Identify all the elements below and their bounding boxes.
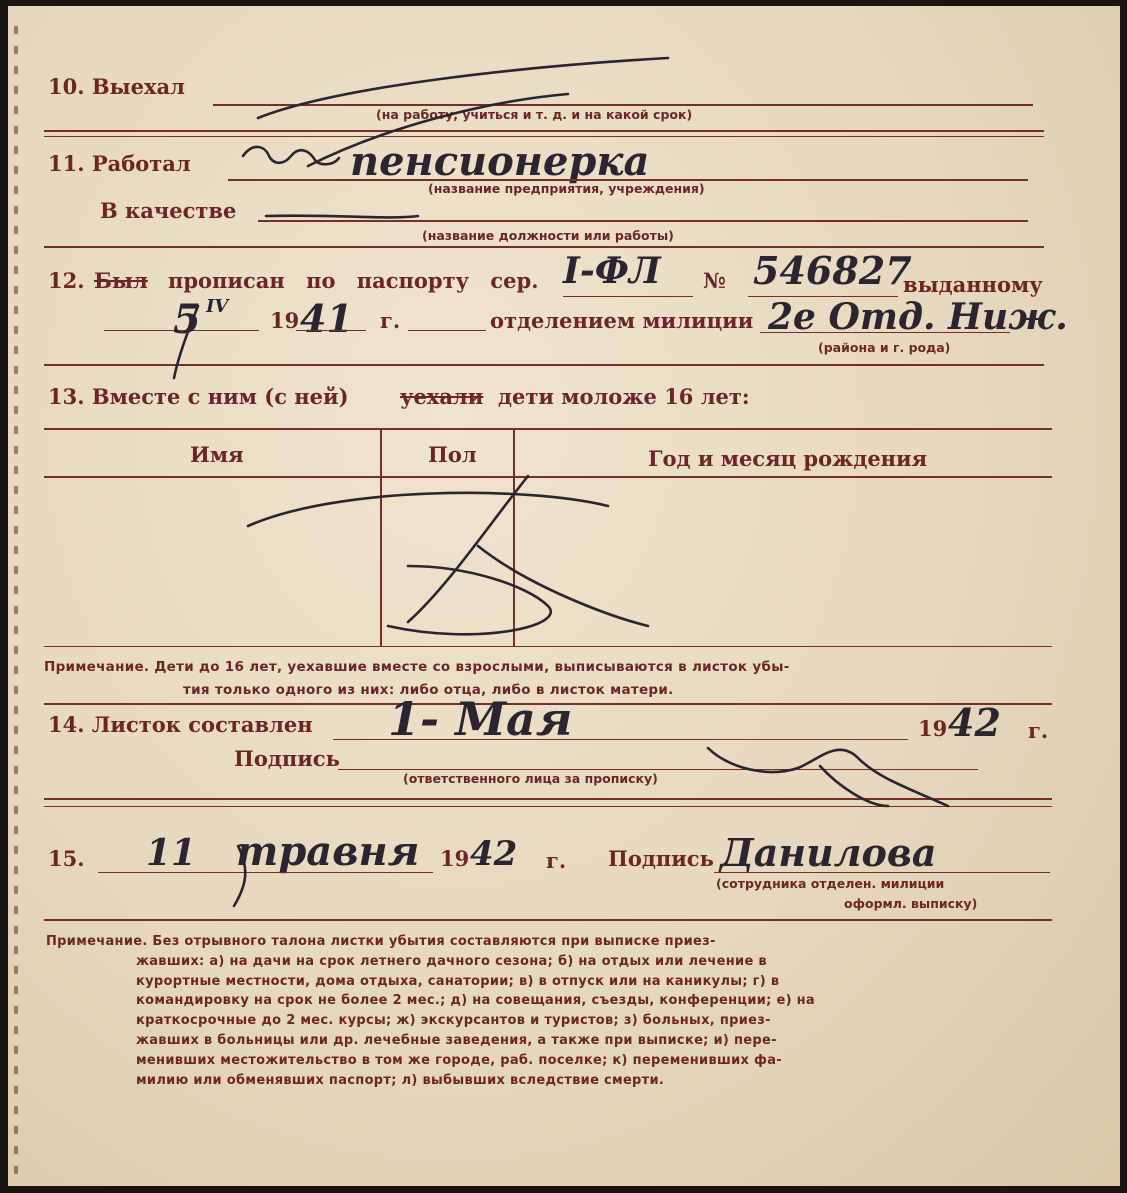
document-sheet xyxy=(8,6,1120,1186)
number-sign: № xyxy=(703,268,726,293)
field-15-month-value: травня xyxy=(236,828,420,875)
field-14-caption: (ответственного лица за прописку) xyxy=(403,771,658,786)
field-12-caption: (района и г. рода) xyxy=(818,340,951,355)
date-flourish xyxy=(174,306,198,378)
field-12-struck-prefix: Был xyxy=(94,268,148,293)
passport-series-value: I-ФЛ xyxy=(563,250,661,292)
militia-value: 2е Отд. Ниж. xyxy=(768,296,1068,338)
field-11-capacity-label: В качестве xyxy=(100,198,237,223)
field-12-number: 12. xyxy=(48,268,85,293)
table-cross-scrawl xyxy=(408,476,528,622)
field-13-lead: 13. Вместе с ним (с ней) xyxy=(48,384,349,409)
table-cross-scrawl xyxy=(478,546,648,626)
field-14-sign-label: Подпись xyxy=(234,746,340,771)
field-11-handwritten-value: пенсионерка xyxy=(350,138,650,185)
note-2-line: курортные местности, дома отдыха, санатории; в) в отпуск или на каникулы; г) в xyxy=(136,973,780,989)
issued-label: выданному xyxy=(903,272,1043,297)
strike-through-stroke xyxy=(266,216,418,218)
note-2-line: командировку на срок не более 2 мес.; д) на совещания, съезды, конференции; е) на xyxy=(136,993,816,1009)
note-1-line-2: тия только одного из них: либо отца, либо в листок матери. xyxy=(183,682,674,698)
field-11-label: 11. Работал xyxy=(48,151,191,176)
field-10-label: 10. Выехал xyxy=(48,74,185,99)
year-suffix: г. xyxy=(380,308,401,333)
passport-number-value: 546827 xyxy=(753,248,912,293)
field-13-rest: дети моложе 16 лет: xyxy=(498,384,750,409)
note-2-line: жавших: а) на дачи на срок летнего дачного сезона; б) на отдых или лечение в xyxy=(136,953,767,969)
field-14-year-value: 42 xyxy=(948,700,1001,745)
field-11-caption-1: (название предприятия, учреждения) xyxy=(428,181,705,196)
column-header-name: Имя xyxy=(190,442,244,467)
column-header-birth: Год и месяц рождения xyxy=(648,446,928,471)
column-header-sex: Пол xyxy=(428,442,477,467)
field-14-year-prefix: 19 xyxy=(918,716,948,741)
field-15-sign-label: Подпись xyxy=(608,846,714,871)
month-flourish xyxy=(234,846,245,906)
field-15-year-prefix: 19 xyxy=(440,846,470,871)
strike-through-stroke xyxy=(258,58,668,118)
field-12-text: прописан по паспорту сер. xyxy=(168,268,539,293)
strike-through-stroke xyxy=(308,94,568,166)
field-11-prefix-scrawl xyxy=(243,147,339,164)
militia-label: отделением милиции xyxy=(490,308,754,333)
issue-month-value: IV xyxy=(206,296,229,317)
issue-day-value: 5 xyxy=(173,296,201,343)
field-15-day-value: 11 xyxy=(146,832,197,874)
field-15-year-value: 42 xyxy=(470,834,518,874)
issue-year-value: 41 xyxy=(300,296,353,341)
note-2-line: милию или обменявших паспорт; л) выбывших вследствие смерти. xyxy=(136,1072,665,1088)
note-2-line: Примечание. Без отрывного талона листки убытия составляются при выписке приез- xyxy=(46,934,716,949)
field-15-caption-2: оформл. выписку) xyxy=(844,896,978,911)
note-2-line: менивших местожительство в том же городе, раб. поселке; к) переменивших фа- xyxy=(136,1052,782,1068)
field-15-label: 15. xyxy=(48,846,85,871)
field-14-year-suffix: г. xyxy=(1028,718,1049,743)
field-11-caption-2: (название должности или работы) xyxy=(422,228,674,243)
note-2-line: жавших в больницы или др. лечебные заведения, а также при выписке; и) пере- xyxy=(136,1032,777,1048)
signature-flourish xyxy=(708,748,948,806)
field-14-date-value: 1- Мая xyxy=(388,692,573,746)
year-prefix: 19 xyxy=(270,308,300,333)
field-14-label: 14. Листок составлен xyxy=(48,712,313,737)
field-10-caption: (на работу, учиться и т. д. и на какой срок) xyxy=(376,107,693,122)
table-cross-scrawl xyxy=(248,493,608,526)
field-15-year-suffix: г. xyxy=(546,848,567,873)
pen-strokes xyxy=(8,6,1120,1186)
field-13-struck: уехали xyxy=(400,384,484,409)
note-2-line: краткосрочные до 2 мес. курсы; ж) экскурсантов и туристов; з) больных, приез- xyxy=(136,1013,771,1029)
field-15-signature: Данилова xyxy=(720,830,937,875)
note-1-line-1: Примечание. Дети до 16 лет, уехавшие вместе со взрослыми, выписываются в листок убы- xyxy=(44,659,790,675)
field-15-caption-1: (сотрудника отделен. милиции xyxy=(716,876,945,891)
